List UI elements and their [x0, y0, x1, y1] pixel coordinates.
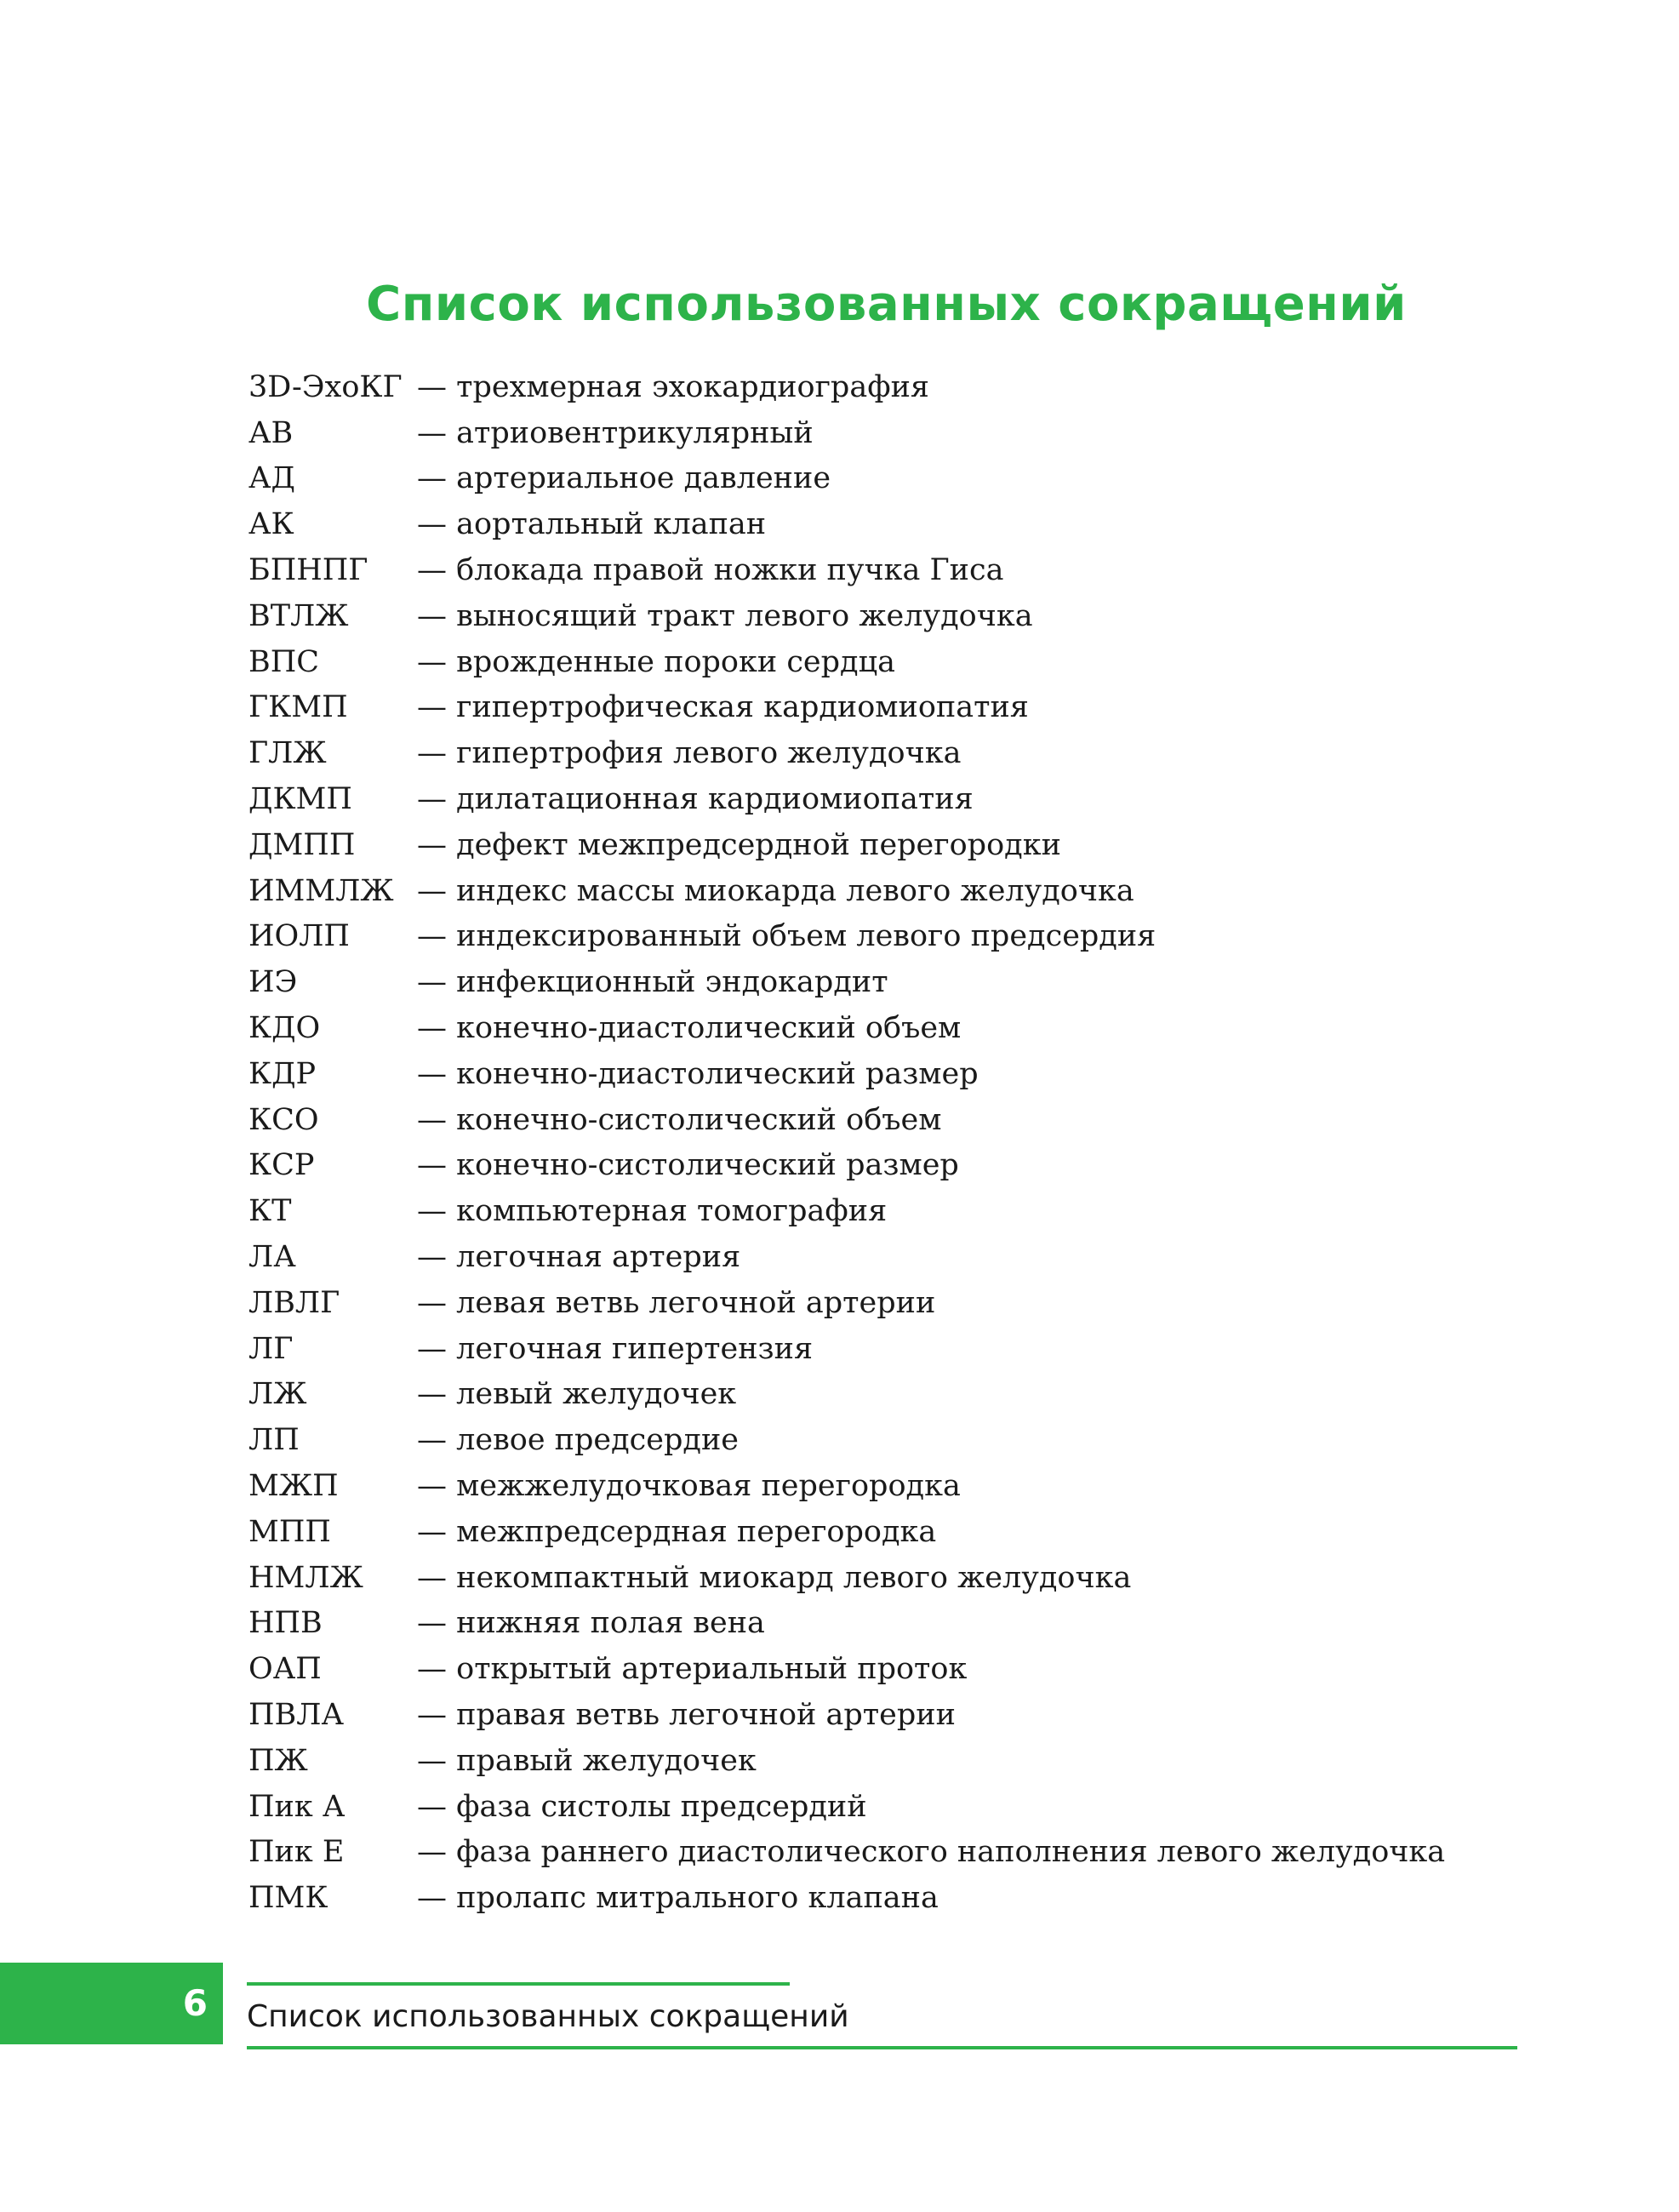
abbreviation-term: БПНПГ	[248, 553, 368, 588]
abbreviation-term: КТ	[248, 1194, 292, 1229]
abbreviation-definition: — трехмерная эхокардиография	[417, 369, 930, 404]
abbreviation-definition: — гипертрофия левого желудочка	[417, 736, 962, 771]
abbreviation-row	[248, 1692, 1525, 1738]
abbreviation-term: ЛА	[248, 1240, 296, 1275]
abbreviation-term: ОАП	[248, 1652, 322, 1687]
abbreviation-row	[248, 1463, 1525, 1509]
abbreviation-definition: — аортальный клапан	[417, 507, 767, 542]
abbreviation-definition: — некомпактный миокард левого желудочка	[417, 1560, 1132, 1595]
abbreviation-term: Пик Е	[248, 1835, 345, 1870]
abbreviation-definition: — межпредсердная перегородка	[417, 1514, 937, 1549]
abbreviation-row	[248, 1372, 1525, 1418]
abbreviation-term: АД	[248, 461, 295, 496]
abbreviation-row	[248, 822, 1525, 868]
abbreviation-row	[248, 1646, 1525, 1692]
abbreviation-term: КСО	[248, 1102, 319, 1137]
abbreviation-row	[248, 1601, 1525, 1647]
abbreviation-term: ГКМП	[248, 690, 348, 725]
abbreviation-definition: — конечно-систолический размер	[417, 1148, 959, 1183]
abbreviation-definition: — артериальное давление	[417, 461, 831, 496]
abbreviation-term: ЛП	[248, 1423, 300, 1458]
abbreviation-row	[248, 410, 1525, 456]
abbreviation-row	[248, 1234, 1525, 1280]
abbreviation-definition: — конечно-диастолический объем	[417, 1011, 962, 1046]
abbreviation-row	[248, 1280, 1525, 1326]
abbreviation-row	[248, 1555, 1525, 1601]
abbreviation-definition: — межжелудочковая перегородка	[417, 1469, 961, 1504]
abbreviation-term: 3D-ЭхоКГ	[248, 369, 403, 404]
abbreviation-term: КДО	[248, 1011, 321, 1046]
abbreviation-definition: — открытый артериальный проток	[417, 1652, 968, 1687]
abbreviation-row	[248, 914, 1525, 960]
abbreviation-row	[248, 868, 1525, 914]
abbreviation-row	[248, 1417, 1525, 1463]
abbreviation-row	[248, 547, 1525, 593]
abbreviation-definition: — конечно-систолический объем	[417, 1102, 942, 1137]
abbreviation-term: ЛГ	[248, 1331, 294, 1366]
abbreviation-row	[248, 1143, 1525, 1189]
abbreviation-term: ИЭ	[248, 965, 298, 1000]
page-number: 6	[182, 1982, 208, 2024]
abbreviation-term: ИММЛЖ	[248, 873, 394, 908]
abbreviation-row	[248, 730, 1525, 776]
abbreviation-definition: — дефект межпредсердной перегородки	[417, 827, 1061, 862]
page-title: Список использованных сокращений	[366, 276, 1407, 332]
abbreviation-row	[248, 1509, 1525, 1555]
abbreviation-row	[248, 1326, 1525, 1372]
abbreviation-term: ГЛЖ	[248, 736, 327, 771]
abbreviation-definition: — правый желудочек	[417, 1743, 757, 1778]
abbreviation-row	[248, 1097, 1525, 1143]
abbreviation-term: АК	[248, 507, 294, 542]
abbreviation-definition: — легочная артерия	[417, 1240, 741, 1275]
abbreviation-definition: — индексированный объем левого предсердия	[417, 919, 1156, 954]
abbreviation-term: ПЖ	[248, 1743, 308, 1778]
abbreviation-definition: — правая ветвь легочной артерии	[417, 1698, 956, 1732]
abbreviation-row	[248, 639, 1525, 685]
abbreviation-term: ИОЛП	[248, 919, 350, 954]
abbreviation-term: ДКМП	[248, 782, 352, 817]
abbreviation-term: ЛВЛГ	[248, 1285, 340, 1320]
abbreviation-definition: — гипертрофическая кардиомиопатия	[417, 690, 1029, 725]
abbreviation-term: НМЛЖ	[248, 1560, 363, 1595]
abbreviation-definition: — конечно-диастолический размер	[417, 1056, 979, 1091]
abbreviation-definition: — левый желудочек	[417, 1377, 737, 1412]
abbreviation-definition: — нижняя полая вена	[417, 1606, 765, 1641]
abbreviation-definition: — левая ветвь легочной артерии	[417, 1285, 936, 1320]
abbreviation-definition: — левое предсердие	[417, 1423, 739, 1458]
footer-rule-bottom	[247, 2046, 1517, 2049]
abbreviation-definition: — фаза раннего диастолического наполнения левого желудочка	[417, 1835, 1446, 1870]
abbreviation-definition: — легочная гипертензия	[417, 1331, 814, 1366]
abbreviation-list	[248, 364, 1525, 1921]
abbreviation-term: ПМК	[248, 1881, 328, 1916]
abbreviation-row	[248, 776, 1525, 822]
abbreviation-definition: — дилатационная кардиомиопатия	[417, 782, 974, 817]
abbreviation-row	[248, 364, 1525, 410]
abbreviation-row	[248, 1830, 1525, 1876]
abbreviation-row	[248, 456, 1525, 502]
abbreviation-definition: — врожденные пороки сердца	[417, 644, 895, 679]
abbreviation-row	[248, 685, 1525, 731]
abbreviation-definition: — выносящий тракт левого желудочка	[417, 598, 1033, 633]
abbreviation-definition: — индекс массы миокарда левого желудочка	[417, 873, 1134, 908]
abbreviation-term: КДР	[248, 1056, 317, 1091]
abbreviation-term: ВТЛЖ	[248, 598, 349, 633]
abbreviation-row	[248, 1005, 1525, 1051]
abbreviation-row	[248, 501, 1525, 547]
abbreviation-term: ДМПП	[248, 827, 356, 862]
page-number-badge	[0, 1963, 223, 2044]
abbreviation-term: МПП	[248, 1514, 331, 1549]
abbreviation-term: НПВ	[248, 1606, 323, 1641]
abbreviation-term: ЛЖ	[248, 1377, 307, 1412]
abbreviation-definition: — блокада правой ножки пучка Гиса	[417, 553, 1004, 588]
abbreviation-term: КСР	[248, 1148, 315, 1183]
abbreviation-term: АВ	[248, 415, 294, 450]
abbreviation-definition: — инфекционный эндокардит	[417, 965, 888, 1000]
abbreviation-row	[248, 1188, 1525, 1234]
abbreviation-row	[248, 959, 1525, 1005]
abbreviation-term: ВПС	[248, 644, 320, 679]
abbreviation-term: МЖП	[248, 1469, 339, 1504]
abbreviation-definition: — фаза систолы предсердий	[417, 1789, 867, 1824]
abbreviation-term: ПВЛА	[248, 1698, 344, 1732]
abbreviation-row	[248, 1738, 1525, 1784]
abbreviation-term: Пик А	[248, 1789, 346, 1824]
abbreviation-row	[248, 1051, 1525, 1097]
abbreviation-row	[248, 1875, 1525, 1921]
running-title: Список использованных сокращений	[247, 1999, 849, 2034]
abbreviation-definition: — пролапс митрального клапана	[417, 1881, 939, 1916]
abbreviation-definition: — компьютерная томография	[417, 1194, 888, 1229]
abbreviation-row	[248, 1784, 1525, 1830]
abbreviation-definition: — атриовентрикулярный	[417, 415, 814, 450]
footer-rule-top	[247, 1982, 790, 1986]
abbreviation-row	[248, 593, 1525, 639]
